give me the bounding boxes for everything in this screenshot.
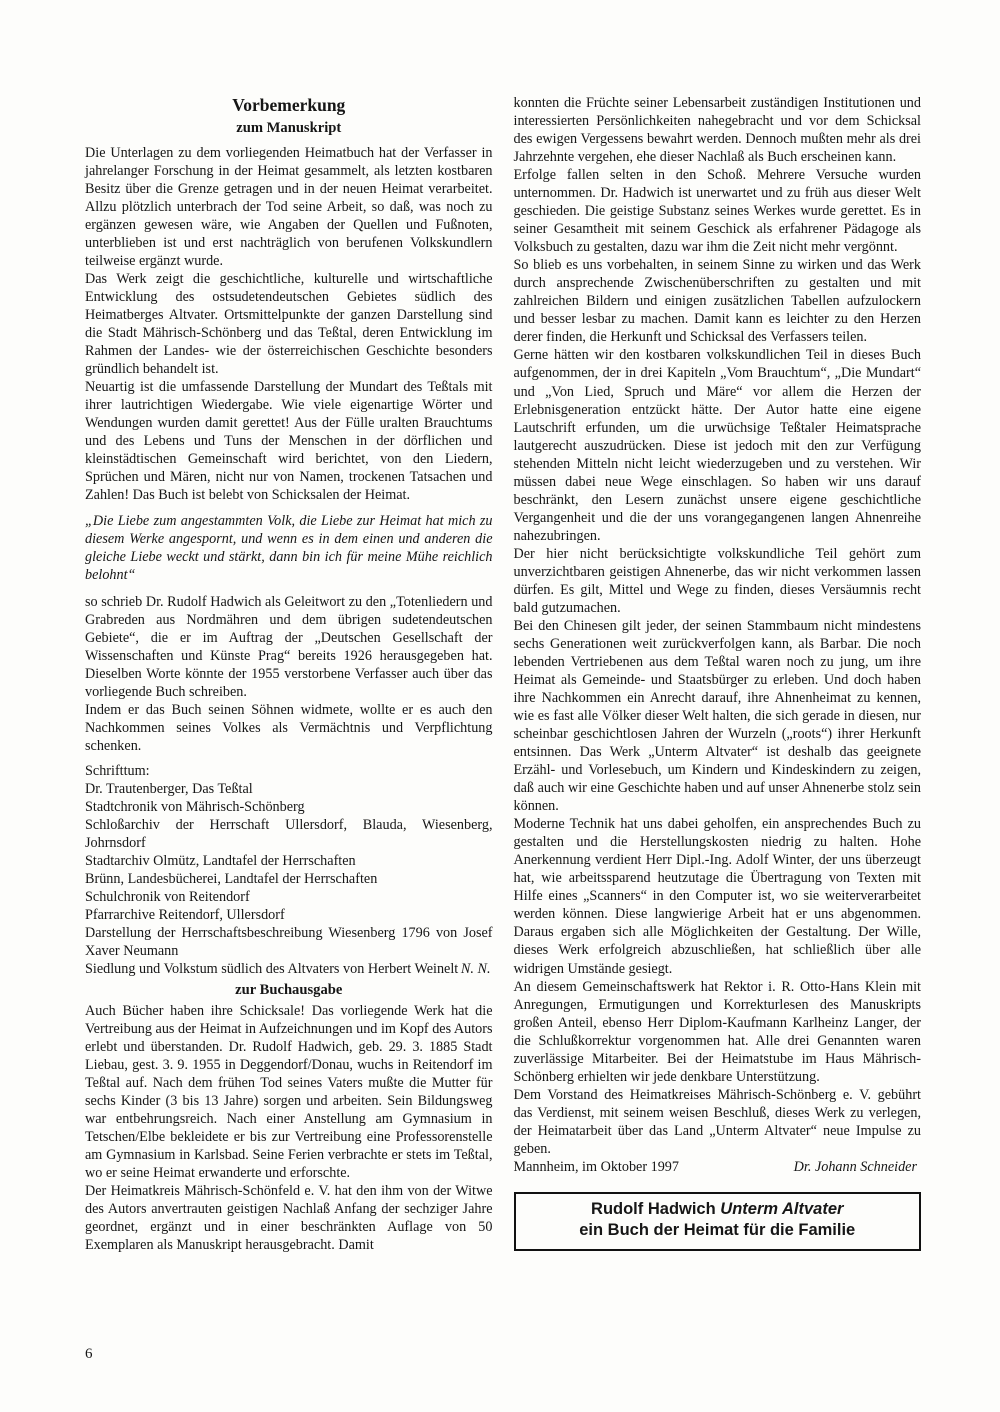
paragraph: Gerne hätten wir den kostbaren volkskundlichen Teil in dieses Buch aufgenommen, der in drei Kapiteln „Vom Brauchtum“, „Die Mundart“ und „Von Lied, Spruch und Märe“ vor allem die Herzen der Erlebnisgeneration entzückt hätte. Der Autor hatte eine eigene Lautschrift erfunden, um die urwüchsige Teßtaler Heimatsprache lautgerecht auszudrücken. Diese ist jedoch mit den zur Verfügung stehenden Mitteln nicht leicht wiederzugeben und zu verstehen. Wir müssen dabei neue Wege einschlagen. So haben wir uns darauf beschränkt, den Lesern zunächst unsere eigene geschichtliche Vergangenheit und die der uns vorangegangenen langen Ahnenreihe nahezubringen. — [513, 347, 921, 544]
subtitle-manuskript: zum Manuskript — [236, 120, 342, 137]
source-entry: Brünn, Landesbücherei, Landtafel der Herrschaften — [85, 870, 378, 887]
signature-author: Dr. Johann Schneider — [793, 1158, 917, 1175]
page-title: Vorbemerkung — [232, 95, 346, 115]
paragraph: Erfolge fallen selten in den Schoß. Mehrere Versuche wurden unternommen. Dr. Hadwich ist unerwartet und zu früh aus dieser Welt geschieden. Die geistige Substanz seines Werkes wurde gerettet. Es in seiner Gesamtheit mit seinem Geschick als erfahrener Pädagoge als Volksbuch zu gestalten, dazu war ihm die Zeit nicht mehr vergönnt. — [513, 167, 921, 256]
paragraph: Die Unterlagen zu dem vorliegenden Heimatbuch hat der Verfasser in jahrelanger Forschung in der Heimat gesammelt, als letzten kostbaren Besitz über die Grenze getragen und in der neuen Heimat verarbeitet. Allzu plötzlich unterbrach der Tod seine Arbeit, so daß, was noch zu ergänzen gewesen wäre, wie Angaben der Quellen und Fußnoten, unterblieben ist und erst nachträglich von berufenen Volkskundlern teilweise ergänzt wurde. — [85, 144, 493, 269]
book-title: Unterm Altvater — [720, 1199, 844, 1218]
paragraph: Indem er das Buch seinen Söhnen widmete, wollte er es auch den Nachkommen seines Volkes als Vermächtnis und Verpflichtung schenken. — [85, 701, 493, 754]
paragraph: Moderne Technik hat uns dabei geholfen, ein ansprechendes Buch zu gestalten und die Herstellungskosten niedrig zu halten. Hohe Anerkennung verdient Herr Dipl.-Ing. Adolf Winter, der uns überzeugt hat, wie arbeitssparend heutzutage die Übertragung von Texten mit Hilfe eines „Scanners“ in den Computer ist, wo sie weiterverarbeitet werden können. Diese langwierige Arbeit hat er uns abgenommen. Daraus ergaben sich alle Möglichkeiten der Gestaltung. Der Wille, dieses Werk erfolgreich abzuschließen, hat schließlich über alle widrigen Umstände gesiegt. — [513, 816, 921, 977]
source-entry: Stadtchronik von Mährisch-Schönberg — [85, 798, 305, 815]
source-entry: Dr. Trautenberger, Das Teßtal — [85, 780, 253, 797]
paragraph: Das Werk zeigt die geschichtliche, kulturelle und wirtschaftliche Entwicklung des ostsudetendeutschen Gebietes südlich des Heimatberges Altvater. Ortsmittelpunkte der ganzen Darstellung sind die Stadt Mährisch-Schönberg und das Teßtal, deren Entwicklung im Rahmen der Landes- wie der österreichischen Geschichte besonders gründlich behandelt ist. — [85, 270, 493, 378]
paragraph: konnten die Früchte seiner Lebensarbeit zuständigen Institutionen und interessierten Persönlichkeiten nahegebracht und vor dem Schicksal des ewigen Vergessens bewahrt werden. Dennoch mußten mehr als drei Jahrzehnte vergehen, ehe dieser Nachlaß als Buch erscheinen kann. — [513, 95, 921, 166]
source-entry: Darstellung der Herrschaftsbeschreibung Wiesenberg 1796 von Josef Xaver Neumann — [85, 925, 493, 960]
paragraph: so schrieb Dr. Rudolf Hadwich als Geleitwort zu den „Totenliedern und Grabreden aus Nordmähren und dem übrigen sudetendeutschen Gebiete“, die er im Auftrag der „Deutschen Gesellschaft der Wissenschaften und Künste Prag“ bereits 1926 herausgegeben hat. Dieselben Worte könnte der 1955 verstorbene Verfasser auch über das vorliegende Buch schreiben. — [85, 593, 493, 700]
paragraph: Auch Bücher haben ihre Schicksale! Das vorliegende Werk hat die Vertreibung aus der Heimat in Aufzeichnungen und im Kopf des Autors erlebt und überstanden. Dr. Rudolf Hadwich, geb. 29. 3. 1885 Stadt Liebau, gest. 3. 9. 1955 in Deggendorf/Donau, wuchs in Reitendorf im Teßtal auf. Nach dem frühen Tod seines Vaters mußte die Mutter für sechs Kinder (3 bis 13 Jahre) sorgen und arbeiten. Sein Bildungsweg war entbehrungsreich. Nach einer Anstellung am Gymnasium in Tetschen/Elbe bekleidete er bis zur Vertreibung eine Professorenstelle am Gymnasium in Karlsbad. Seine Ferien verbrachte er stets im Teßtal, wo er seine Heimat erwanderte und erforschte. — [85, 1002, 493, 1181]
signature-line — [514, 1158, 922, 1176]
book-title-line — [524, 1199, 912, 1220]
source-entry: Schulchronik von Reitendorf — [85, 889, 250, 905]
paragraph: Bei den Chinesen gilt jeder, der seinen Stammbaum nicht mindestens sechs Generationen weit zurückverfolgen kann, als Barbar. Die noch lebenden Vertriebenen aus dem Teßtal waren noch zu jung, um ihre Heimat als Gemeinde- und Staatsbürger zu erleben. Und doch haben ihre Nachkommen ein Anrecht darauf, ihre Ahnenheimat zu kennen, wie es fast alle Völker dieser Welt halten, die sich gerade in diesen, nur scheinbar geschichtlosen Jahren der Wurzeln („roots“) ihrer Herkunft entsinnen. Das Werk „Unterm Altvater“ ist deshalb das geeignete Erzähl- und Vorlesebuch, um Kindern und Kindeskindern zu zeigen, daß auch wir eine Geschichte haben und auf unser Ahnenerbe stolz sein können. — [513, 617, 921, 815]
paragraph: Der Heimatkreis Mährisch-Schönfeld e. V. hat den ihm von der Witwe des Autors anvertrauten geistigen Nachlaß Anfang der sechziger Jahre geordnet, ergänzt und in einer beschränkten Auflage von 50 Exemplaren als Manuskript herausgebracht. Damit — [85, 1183, 493, 1254]
source-entry-last — [85, 960, 493, 978]
paragraph: Der hier nicht berücksichtigte volkskundliche Teil gehört zum unverzichtbaren geistigen Ahnenerbe, das wir nicht verkommen lassen dürfen. Es gilt, Mittel und Wege zu finden, dieses Versäumnis recht bald gutzumachen. — [513, 545, 921, 616]
source-entry-text: Siedlung und Volkstum südlich des Altvaters von Herbert Weinelt — [85, 961, 459, 978]
paragraph: So blieb es uns vorbehalten, in seinem Sinne zu wirken und das Werk durch ansprechende Zwischenüberschriften zu gestalten und mit zahlreichen Bildern und einigen zusätzlichen Tabellen aufzulockern und besser lesbar zu machen. Damit kann es leichter zu den Herzen derer finden, die Herkunft und Schicksal des Verfassers teilen. — [513, 257, 921, 346]
source-entry: Schloßarchiv der Herrschaft Ullersdorf, Blauda, Wiesenberg, Johrnsdorf — [85, 816, 493, 851]
source-entry: Stadtarchiv Olmütz, Landtafel der Herrschaften — [85, 852, 356, 869]
page-number: 6 — [85, 1346, 93, 1362]
right-column — [514, 94, 922, 1254]
book-author: Rudolf Hadwich — [591, 1199, 721, 1218]
paragraph: Dem Vorstand des Heimatkreises Mährisch-Schönberg e. V. gebührt das Verdienst, mit seinem weisen Beschluß, dieses Werk zu verlegen, der Heimatarbeit über das Land „Unterm Altvater“ neue Impulse zu geben. — [513, 1086, 921, 1157]
source-attribution: N. N. — [460, 961, 491, 978]
paragraph: Neuartig ist die umfassende Darstellung der Mundart des Teßtals mit ihrer lautrichtigen Wiedergabe. Wie viele eigenartige Wörter und Wendungen wurden damit gerettet! Aus der Fülle uralten Brauchtums und des Lebens und Tuns der Menschen in der dörflichen und kleinstädtischen Gemeinschaft wird berichtet, von den Liedern, Sprüchen und Mären, nicht nur von Namen, trockenen Tatsachen und Zahlen! Das Buch ist belebt von Schicksalen der Heimat. — [85, 379, 493, 504]
schrifttum-label: Schrifttum: — [85, 762, 150, 779]
signature-place-date: Mannheim, im Oktober 1997 — [513, 1158, 679, 1175]
left-column — [85, 94, 493, 1254]
subtitle-buchausgabe: zur Buchausgabe — [235, 982, 343, 999]
book-subtitle-line: ein Buch der Heimat für die Familie — [579, 1221, 856, 1240]
paragraph: An diesem Gemeinschaftswerk hat Rektor i. R. Otto-Hans Klein mit Anregungen, Ermutigungen und Korrekturlesen des Manuskripts großen Anteil, ebenso Herr Diplom-Kaufmann Karlheinz Langer, der die Schlußkorrektur vorgenommen hat. Alle drei Genannten waren zuverlässige Mitarbeiter. Bei der Heimatstube im Haus Mährisch-Schönberg erhielten wir jede denkbare Unterstützung. — [513, 978, 921, 1085]
source-entry: Pfarrarchive Reitendorf, Ullersdorf — [85, 907, 285, 924]
book-announcement-box — [514, 1192, 922, 1251]
quote-paragraph: „Die Liebe zum angestammten Volk, die Liebe zur Heimat hat mich zu diesem Werke angespornt, und wenn es in dem einen und anderen die gleiche Liebe weckt und stärkt, dann bin ich für meine Mühe reichlich belohnt“ — [85, 513, 493, 584]
